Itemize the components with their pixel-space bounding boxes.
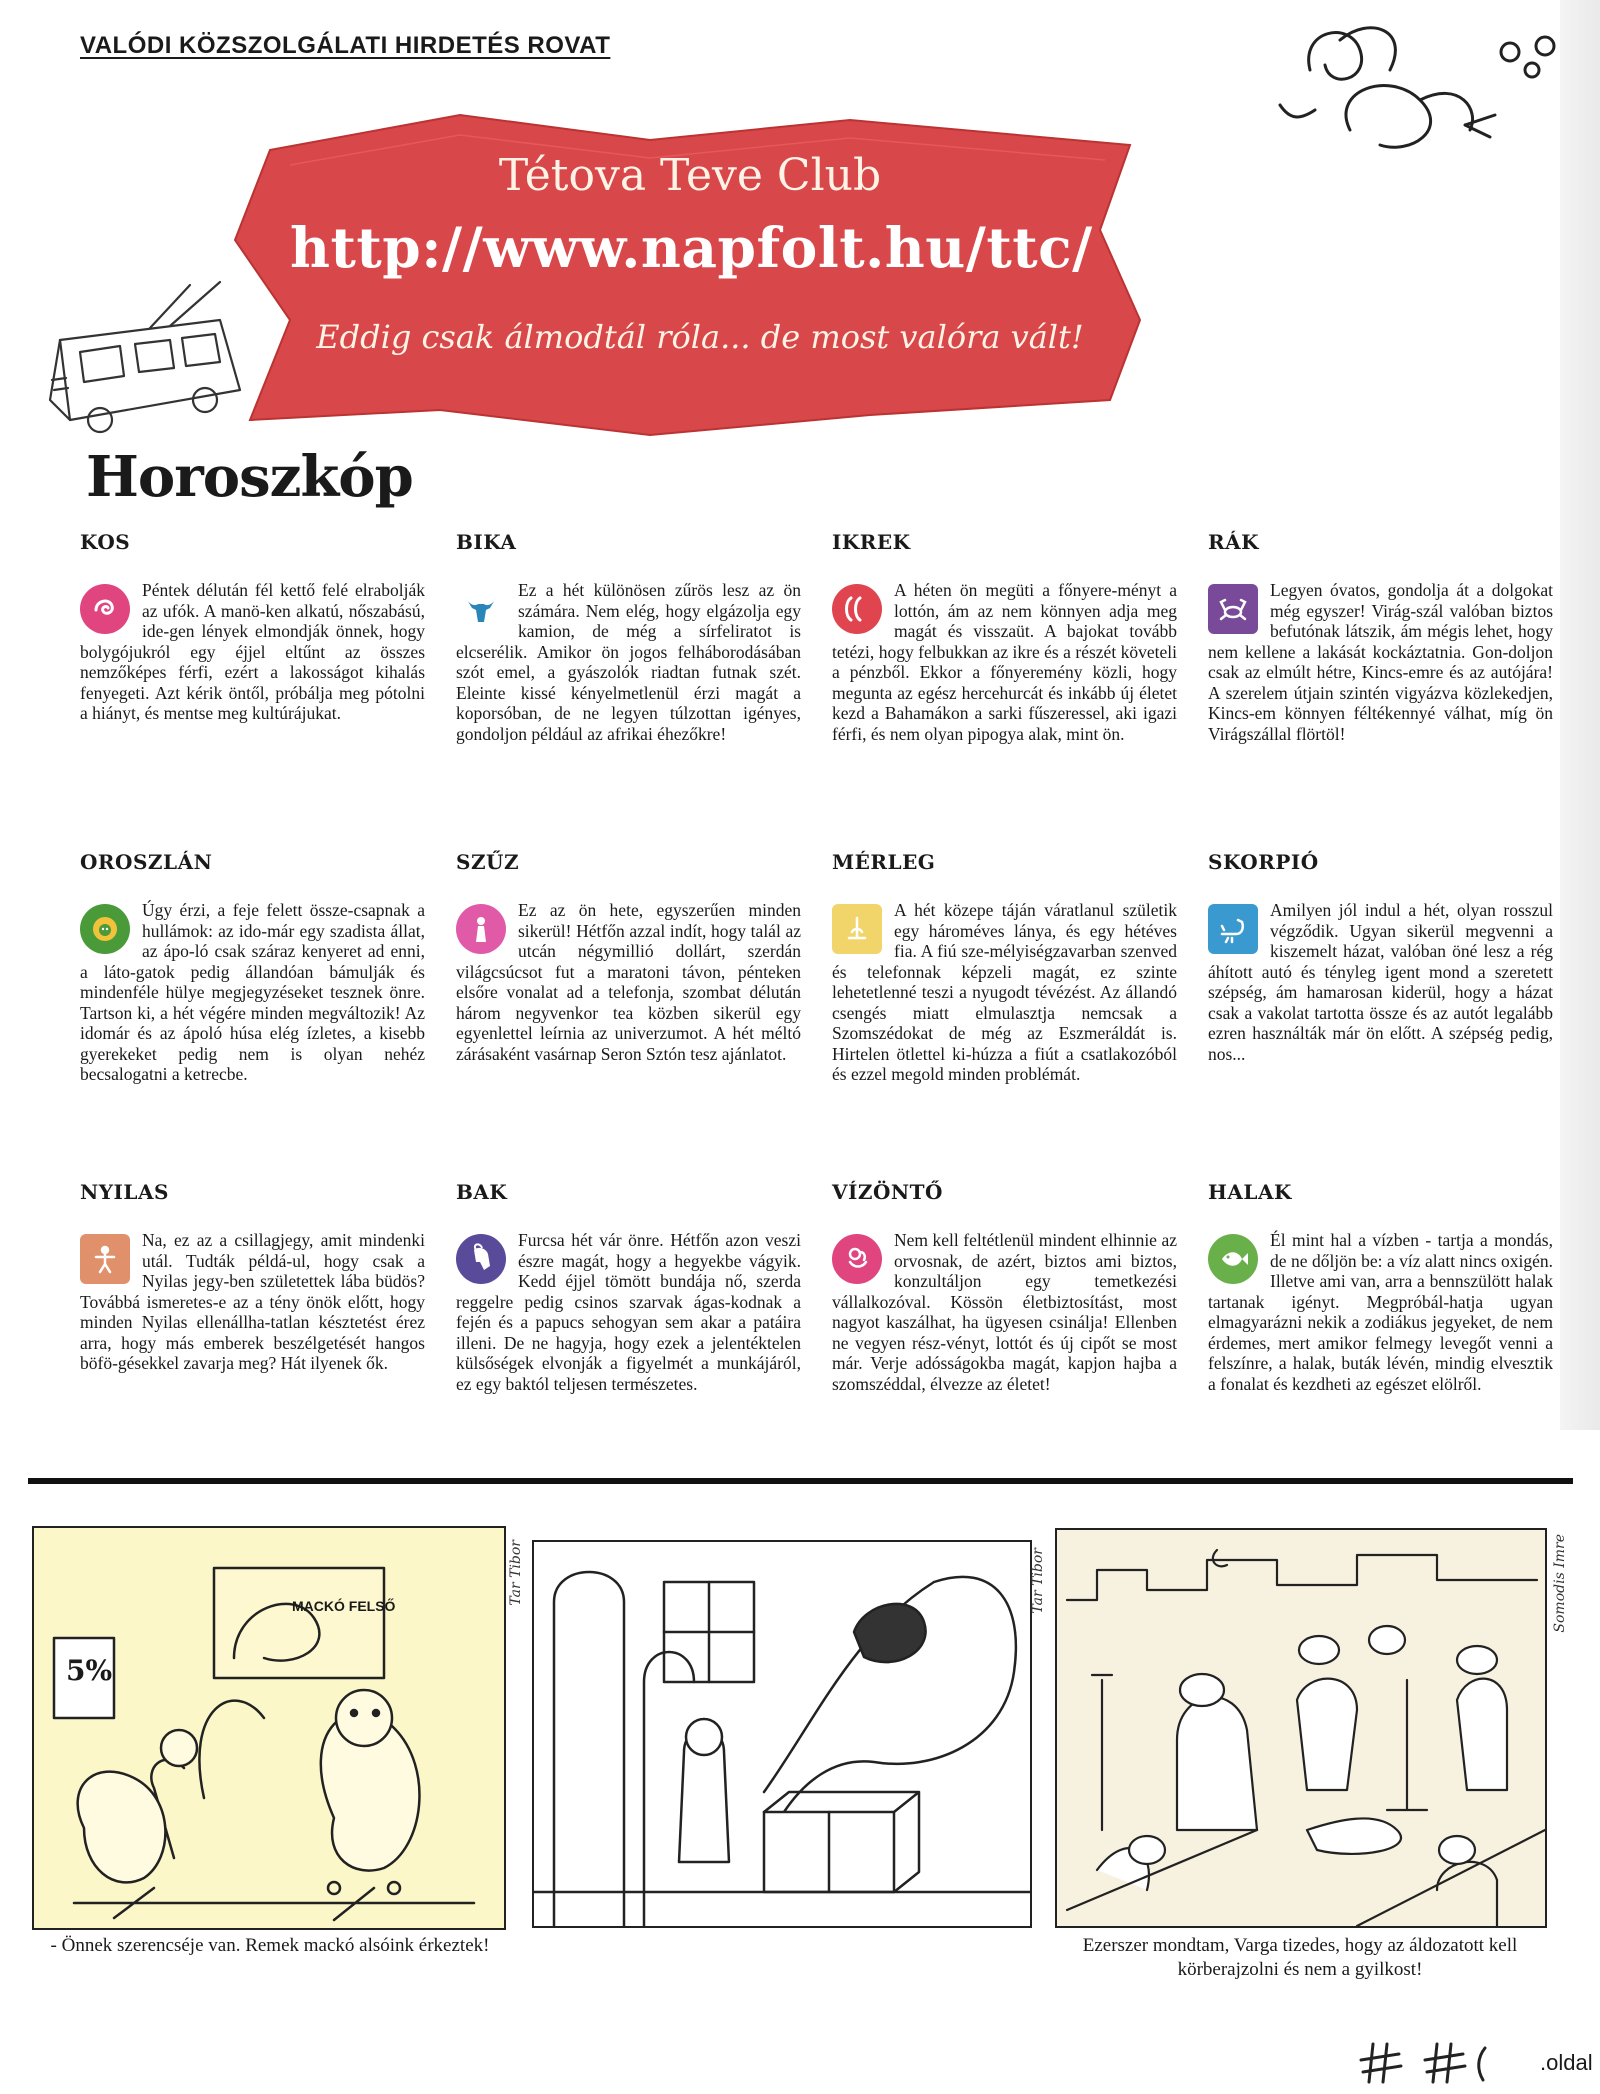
- sign-text: A hét közepe táján váratlanul születik egy hároméves lánya, és egy hétéves fia. A fiú sze-mélyiségzavarban szenved és telefonnak képzeli magát, ez szinte lehetetlenné teszi a nyugodt tévézést. Az állandó csengés miatt elmulasztja nemcsak a Szomszédokat de még az Eszmeráldát is. Hirtelen ötlettel ki-húzza a fiút a csatlakozóból és ezzel megold minden problémát.: [832, 900, 1177, 1084]
- cartoon-credit: Tar Tibor: [508, 1540, 524, 1606]
- sign-text: Furcsa hét vár önre. Hétfőn azon veszi észre magát, hogy a hegyekbe vágyik. Kedd éjjel tömött bundája nő, szerda reggelre pedig csinos szarvak ágas-kodnak a fején és a papucs sehogyan sem akar a patáira illeni. De ne hagyja, hogy ezek a jelentéktelen külsőségek elvonják a figyelmét a munkájáról, ez egy baktól teljesen természetes.: [456, 1230, 801, 1394]
- sign-name: OROSZLÁN: [80, 850, 213, 874]
- sign-merleg: [832, 850, 1177, 1085]
- banner-url[interactable]: http://www.napfolt.hu/ttc/: [290, 215, 1093, 280]
- sign-name: RÁK: [1208, 530, 1260, 554]
- corner-doodle-icon: [1270, 10, 1570, 160]
- sign-oroszlan: [80, 850, 425, 1085]
- sign-name: BIKA: [456, 530, 517, 554]
- sign-name: MÉRLEG: [832, 850, 936, 874]
- cartoon-discount-badge: 5%: [66, 1654, 113, 1687]
- section-divider: [28, 1478, 1573, 1484]
- cartoon-caption: - Önnek szerencséje van. Remek mackó alsóink érkeztek!: [50, 1935, 490, 1956]
- virgin-icon: [456, 904, 506, 954]
- archer-icon: [80, 1234, 130, 1284]
- sign-name: KOS: [80, 530, 131, 554]
- sign-nyilas: [80, 1180, 425, 1374]
- aquarius-icon: [832, 1234, 882, 1284]
- horoscope-grid: [80, 530, 1553, 1470]
- cartoon-credit: Tar Tibor: [1030, 1548, 1046, 1614]
- sign-text: Nem kell feltétlenül mindent elhinnie az orvosnak, de azért, biztos ami biztos, konzultáljon egy temetkezési vállalkozóval. Kössön életbiztosítást, most nagyot kaszálhat, ha ügyesen csinálja! Ellenben ne vegyen rész-vényt, lottót és új cipőt se most már. Verje adósságokba magát, kapjon hajba a szomszéddal, élvezze az életet!: [832, 1230, 1177, 1394]
- sign-bika: [456, 530, 801, 744]
- banner-slogan: Eddig csak álmodtál róla... de most valóra vált!: [316, 318, 1084, 356]
- goat-icon: [456, 1234, 506, 1284]
- crime-scene-drawing: [1057, 1530, 1545, 1926]
- sign-szuz: [456, 850, 801, 1064]
- sign-name: HALAK: [1208, 1180, 1292, 1204]
- page-label: .oldal: [1540, 2050, 1593, 2075]
- sign-text: Péntek délután fél kettő felé elrabolják az ufók. A manö-ken alkatú, nőszabású, ide-gen lények elmondják önnek, hogy bolygójukról egy éjjel eltűnt az összes nemzőképes férfi, ezért a lakosságot kihalás fenyegeti. Azt kérik öntől, próbálja meg pótolni a hiányt, és mentse meg kultúrájukat.: [80, 580, 425, 723]
- sign-text: A héten ön megüti a főnyere-ményt a lottón, ám az nem könnyen adja meg magát és visszaüt. A bajokat tovább tetézi, hogy felbukkan az ikre és a részét követeli a pénzből. Ekkor a főnyeremény közli, hogy megunta az egész hercehurcát és inkább új életet kezd a Bahamákon a sarki fűszeressel, aki igazi férfi, és nem olyan pipogya alak, mint ön.: [832, 580, 1177, 744]
- sign-halak: [1208, 1180, 1553, 1394]
- adjacent-page-edge: [1560, 0, 1600, 1430]
- sign-name: BAK: [456, 1180, 508, 1204]
- sign-skorpio: [1208, 850, 1553, 1064]
- sign-text: Él mint hal a vízben - tartja a mondás, de ne dőljön be: a víz alatt nincs oxigén. Illetve ami van, arra a bennszülött halak tartanak igényt. Megpróbál-hatja ugyan elmagyarázni nekik a zodiákus jegyeket, de nem érdemes, mert amikor felmegy levegőt venni a felszínre, a halak, buták lévén, mindig elvesztik a fonalat és kezdheti az egészet elölről.: [1208, 1230, 1553, 1394]
- horoscope-title: Horoszkóp: [86, 444, 413, 510]
- cartoon-credit: Somodis Imre: [1552, 1534, 1568, 1633]
- fish-icon: [1208, 1234, 1258, 1284]
- cartoon-monk-hand: [532, 1540, 1032, 1928]
- lion-icon: [80, 904, 130, 954]
- sign-text: Úgy érzi, a feje felett össze-csapnak a hullámok: az ido-már egy szadista állat, az ápo-ló csak száraz kenyeret ad enni, a láto-gatok pedig állandóan bámulják és mindenféle hülye megjegyzéseket tesznek önre. Tartson ki, a hét végére minden megváltozik! Az idomár és az ápoló húsa elég ízletes, a kisebb gyerekeket pedig nem is olyan nehéz becsalogatni a ketrecbe.: [80, 900, 425, 1084]
- cartoon-crime-scene: [1055, 1528, 1547, 1928]
- sign-ikrek: [832, 530, 1177, 744]
- sign-text: Na, ez az a csillagjegy, amit mindenki utál. Tudták példá-ul, hogy csak a Nyilas jegy-ben születettek lába büdös? Továbbá ismeretes-e az a tény önök előtt, hogy minden Nyilas ellenállha-tatlan késztetést érez arra, hogy más emberek beszélgetését hangos böfö-gésekkel zavarja meg? Hát ilyenek ők.: [80, 1230, 425, 1373]
- trolleybus-icon: [40, 280, 270, 440]
- scorpion-icon: [1208, 904, 1258, 954]
- sign-text: Amilyen jól indul a hét, olyan rosszul végződik. Ugyan sikerül megvenni a kiszemelt házat, valóban öné lesz a rég áhított autó és tényleg igent mond a szeretett szépség, ám hamarosan kiderül, hogy a házat csak a vakolat tartotta össze és az autót legalább ezren használták már ön előtt. A szépség pedig, nos...: [1208, 900, 1553, 1064]
- sign-text: Ez a hét különösen zűrös lesz az ön számára. Nem elég, hogy elgázolja egy kamion, de még a sírfeliratot is elcserélik. Amikor ön jogos felháborodásában szót emel, a gyászolók riadtan futnak szét. Eleinte kissé kényelmetlenül érzi magát a koporsóban, de ne legyen túlzottan igényes, gondoljon például az afrikai éhezőkre!: [456, 580, 801, 744]
- sign-bak: [456, 1180, 801, 1394]
- cartoon-bear-shop: [32, 1526, 506, 1930]
- sign-name: IKREK: [832, 530, 911, 554]
- cartoon-caption: Ezerszer mondtam, Varga tizedes, hogy az áldozatott kell körberajzolni és nem a gyilkost!: [1082, 1935, 1518, 1980]
- cartoon-shop-sign: MACKÓ FELSŐ: [292, 1598, 396, 1614]
- sign-name: NYILAS: [80, 1180, 169, 1204]
- scales-icon: [832, 904, 882, 954]
- bull-icon: [456, 584, 506, 634]
- sign-name: VÍZÖNTŐ: [832, 1180, 943, 1204]
- ram-icon: [80, 584, 130, 634]
- sign-text: Legyen óvatos, gondolja át a dolgokat még egyszer! Virág-szál valóban biztos befutónak látszik, ám mégis lehet, hogy nem kellene a lakását kockáztatnia. Gon-doljon csak az elmúlt hétre, Kincs-emre és az autójára! A szerelem útjain szintén vigyázva közlekedjen, Kincs-em könnyen féltékennyé válhat, míg ön Virágszállal flörtöl!: [1208, 580, 1553, 744]
- sign-name: SKORPIÓ: [1208, 850, 1319, 874]
- bear-shop-drawing: [34, 1528, 504, 1928]
- sign-vizonto: [832, 1180, 1177, 1394]
- monk-hand-drawing: [534, 1542, 1030, 1926]
- twins-icon: [832, 584, 882, 634]
- sign-text: Ez az ön hete, egyszerűen minden sikerül! Hétfőn azzal indít, hogy talál az utcán négymillió dollárt, szerdán világcsúcsot fut a maratoni távon, pénteken elsőre vonalat ad a telefonja, szombat délután három negyvenkor tea közben sikerül egy egyenlettel leírnia az univerzumot. A hét méltó zárásaként vasárnap Seron Sztón tesz ajánlatot.: [456, 900, 801, 1064]
- banner-club-name: Tétova Teve Club: [498, 150, 882, 201]
- sign-kos: [80, 530, 425, 724]
- sign-name: SZŰZ: [456, 850, 520, 874]
- crab-icon: [1208, 584, 1258, 634]
- section-header: VALÓDI KÖZSZOLGÁLATI HIRDETÉS ROVAT: [80, 32, 611, 59]
- sign-rak: [1208, 530, 1553, 744]
- page-number-tally-icon: [1355, 2040, 1545, 2084]
